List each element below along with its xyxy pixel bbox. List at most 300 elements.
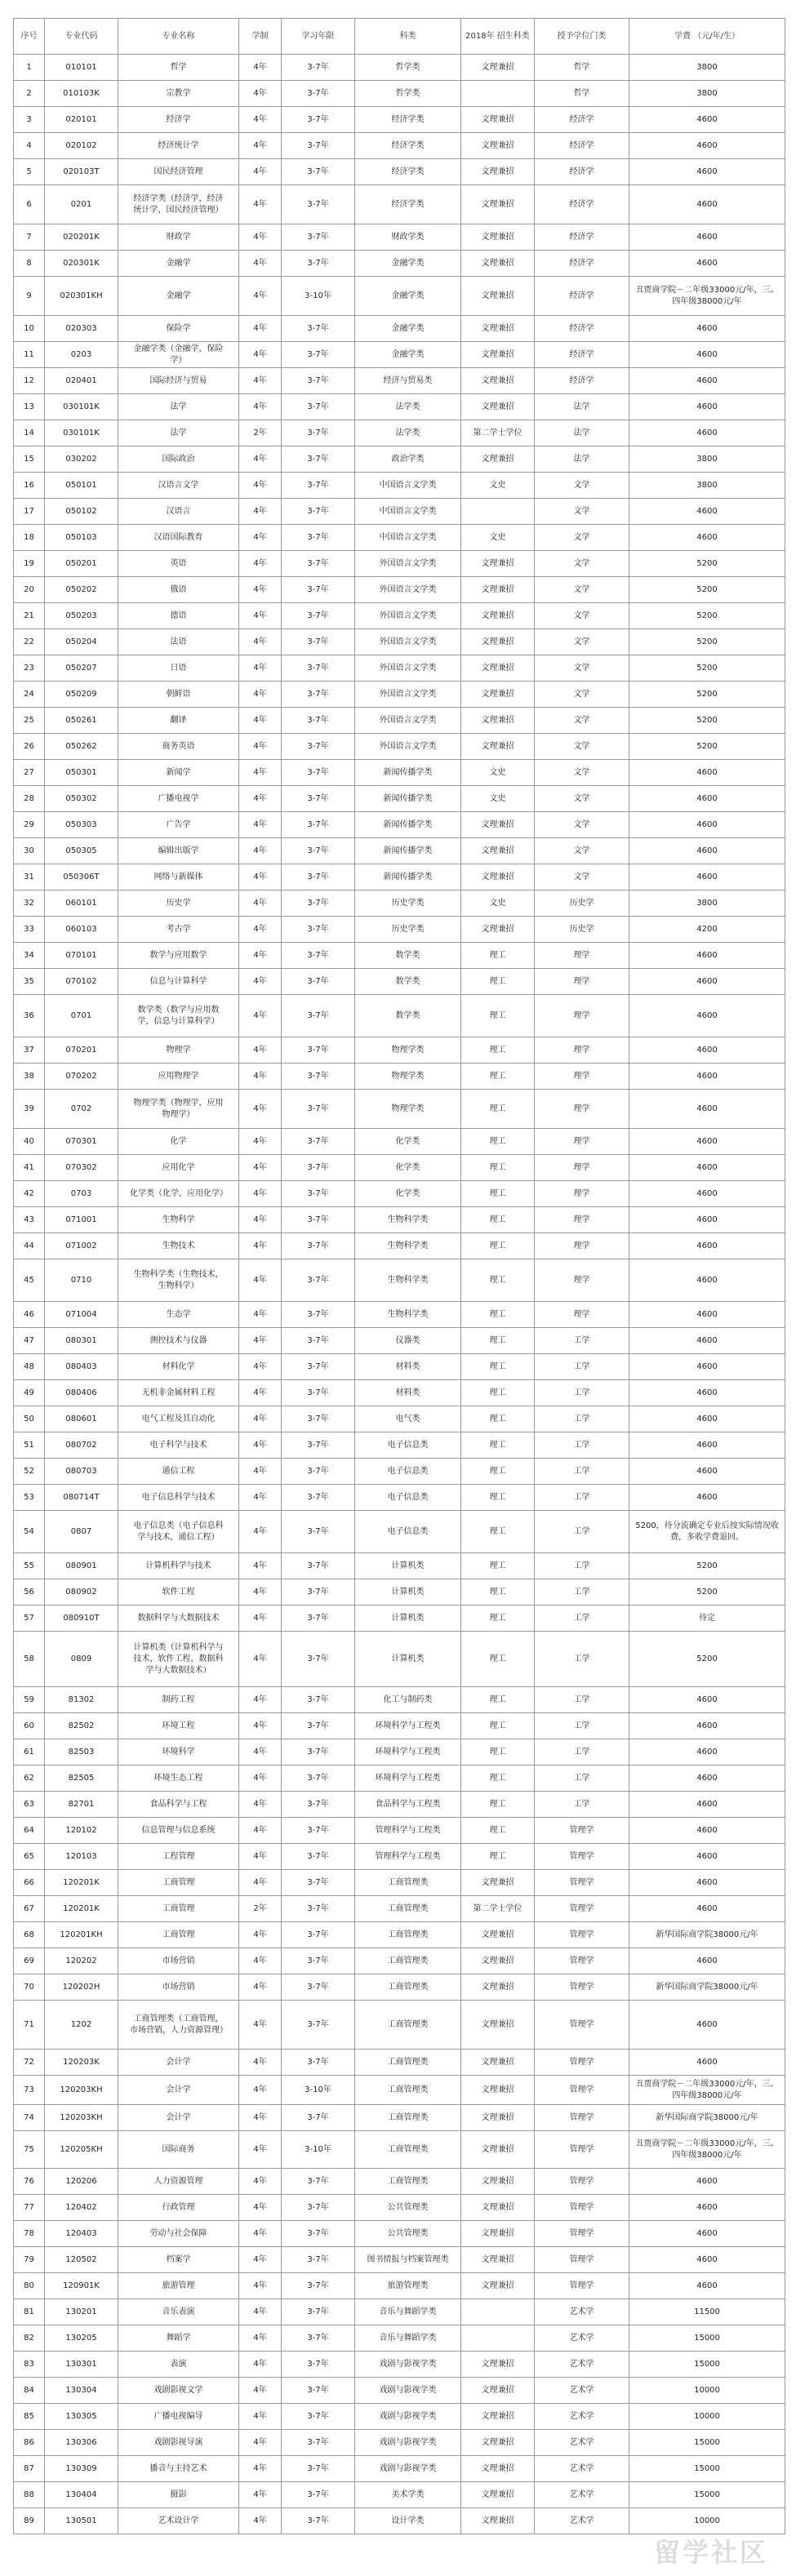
cell-name: 经济学 xyxy=(118,107,239,133)
cell-code: 120901K xyxy=(45,2273,118,2299)
cell-degree: 工学 xyxy=(535,1380,629,1406)
cell-enroll: 理工 xyxy=(461,969,535,995)
cell-seq: 14 xyxy=(14,420,45,446)
cell-code: 050262 xyxy=(45,734,118,760)
cell-fee: 5200 xyxy=(629,1579,785,1606)
table-row xyxy=(14,2105,785,2131)
cell-years: 4年 xyxy=(239,1259,282,1302)
cell-period: 3-7年 xyxy=(282,368,355,394)
cell-fee: 4600 xyxy=(629,1207,785,1233)
cell-seq: 87 xyxy=(14,2456,45,2482)
cell-name: 法学 xyxy=(118,420,239,446)
cell-years: 4年 xyxy=(239,2169,282,2195)
cell-period: 3-10年 xyxy=(282,277,355,316)
cell-years: 4年 xyxy=(239,446,282,473)
table-row xyxy=(14,251,785,277)
cell-years: 4年 xyxy=(239,2482,282,2508)
cell-fee: 15000 xyxy=(629,2482,785,2508)
table-row xyxy=(14,812,785,838)
cell-code: 020101 xyxy=(45,107,118,133)
cell-enroll: 理工 xyxy=(461,1632,535,1687)
cell-period: 3-7年 xyxy=(282,2352,355,2378)
cell-enroll: 理工 xyxy=(461,943,535,969)
cell-fee: 4600 xyxy=(629,2221,785,2247)
cell-period: 3-7年 xyxy=(282,1687,355,1713)
cell-code: 81302 xyxy=(45,1687,118,1713)
cell-years: 4年 xyxy=(239,2325,282,2352)
cell-fee: 5200 xyxy=(629,603,785,629)
cell-code: 130301 xyxy=(45,2352,118,2378)
cell-seq: 47 xyxy=(14,1328,45,1354)
table-row xyxy=(14,446,785,473)
cell-category: 图书情报与档案管理类 xyxy=(355,2247,461,2273)
cell-name: 哲学 xyxy=(118,55,239,81)
cell-period: 3-7年 xyxy=(282,1328,355,1354)
cell-code: 0703 xyxy=(45,1181,118,1207)
cell-period: 3-7年 xyxy=(282,890,355,917)
cell-category: 经济学类 xyxy=(355,133,461,159)
cell-fee: 4600 xyxy=(629,2169,785,2195)
cell-category: 工商管理类 xyxy=(355,2050,461,2076)
cell-seq: 85 xyxy=(14,2404,45,2430)
cell-name: 化学 xyxy=(118,1129,239,1155)
table-row xyxy=(14,734,785,760)
cell-period: 3-7年 xyxy=(282,159,355,185)
cell-seq: 55 xyxy=(14,1553,45,1579)
cell-code: 050303 xyxy=(45,812,118,838)
cell-name: 物理学 xyxy=(118,1037,239,1064)
cell-years: 4年 xyxy=(239,1579,282,1606)
cell-years: 4年 xyxy=(239,838,282,864)
cell-fee: 4600 xyxy=(629,1844,785,1870)
table-row xyxy=(14,682,785,708)
table-row xyxy=(14,1687,785,1713)
cell-period: 3-7年 xyxy=(282,1459,355,1485)
cell-name: 数学与应用数学 xyxy=(118,943,239,969)
cell-years: 4年 xyxy=(239,2050,282,2076)
cell-period: 3-7年 xyxy=(282,864,355,890)
table-row xyxy=(14,1818,785,1844)
table-row xyxy=(14,1896,785,1922)
cell-fee: 4600 xyxy=(629,812,785,838)
cell-years: 4年 xyxy=(239,1328,282,1354)
cell-code: 130201 xyxy=(45,2299,118,2325)
cell-enroll: 理工 xyxy=(461,1485,535,1511)
cell-degree: 工学 xyxy=(535,1765,629,1792)
cell-name: 戏剧影视导演 xyxy=(118,2430,239,2456)
cell-category: 外国语言文学类 xyxy=(355,682,461,708)
cell-fee: 4600 xyxy=(629,316,785,342)
cell-years: 4年 xyxy=(239,277,282,316)
cell-code: 071001 xyxy=(45,1207,118,1233)
cell-seq: 48 xyxy=(14,1354,45,1380)
cell-period: 3-7年 xyxy=(282,2169,355,2195)
table-row xyxy=(14,917,785,943)
cell-years: 4年 xyxy=(239,499,282,525)
cell-enroll: 文理兼招 xyxy=(461,2221,535,2247)
cell-code: 070101 xyxy=(45,943,118,969)
cell-period: 3-7年 xyxy=(282,2378,355,2404)
cell-period: 3-7年 xyxy=(282,1233,355,1259)
cell-name: 生物技术 xyxy=(118,1233,239,1259)
cell-years: 4年 xyxy=(239,655,282,682)
cell-category: 工商管理类 xyxy=(355,1870,461,1896)
cell-period: 3-7年 xyxy=(282,81,355,107)
table-row xyxy=(14,2169,785,2195)
cell-category: 管理科学与工程类 xyxy=(355,1844,461,1870)
cell-fee: 4600 xyxy=(629,251,785,277)
cell-code: 080601 xyxy=(45,1406,118,1432)
table-row xyxy=(14,1632,785,1687)
cell-period: 3-7年 xyxy=(282,316,355,342)
cell-name: 保险学 xyxy=(118,316,239,342)
table-row xyxy=(14,943,785,969)
cell-seq: 33 xyxy=(14,917,45,943)
cell-name: 化学类（化学，应用化学） xyxy=(118,1181,239,1207)
cell-category: 新闻传播学类 xyxy=(355,760,461,786)
cell-seq: 73 xyxy=(14,2076,45,2105)
cell-code: 82502 xyxy=(45,1713,118,1739)
cell-period: 3-7年 xyxy=(282,224,355,251)
cell-name: 劳动与社会保障 xyxy=(118,2221,239,2247)
cell-enroll: 理工 xyxy=(461,1354,535,1380)
cell-enroll: 理工 xyxy=(461,1064,535,1090)
cell-name: 电气工程及其自动化 xyxy=(118,1406,239,1432)
cell-fee: 4600 xyxy=(629,864,785,890)
cell-name: 财政学 xyxy=(118,224,239,251)
cell-code: 080403 xyxy=(45,1354,118,1380)
cell-years: 4年 xyxy=(239,1511,282,1553)
cell-fee: 4600 xyxy=(629,1432,785,1459)
cell-fee: 3800 xyxy=(629,55,785,81)
cell-degree: 艺术学 xyxy=(535,2404,629,2430)
cell-period: 3-7年 xyxy=(282,1739,355,1765)
cell-enroll: 文理兼招 xyxy=(461,446,535,473)
cell-code: 050306T xyxy=(45,864,118,890)
cell-degree: 工学 xyxy=(535,1739,629,1765)
cell-fee: 丑贾商学院－二年级33000元/年，三、四年级38000元/年 xyxy=(629,2076,785,2105)
cell-enroll: 理工 xyxy=(461,1037,535,1064)
cell-code: 130309 xyxy=(45,2456,118,2482)
table-row xyxy=(14,2131,785,2169)
cell-years: 4年 xyxy=(239,1948,282,1974)
cell-enroll: 理工 xyxy=(461,1553,535,1579)
cell-fee: 4600 xyxy=(629,1354,785,1380)
cell-fee: 4600 xyxy=(629,760,785,786)
cell-seq: 31 xyxy=(14,864,45,890)
cell-years: 4年 xyxy=(239,603,282,629)
cell-fee: 5200 xyxy=(629,577,785,603)
cell-name: 音乐表演 xyxy=(118,2299,239,2325)
cell-name: 数据科学与大数据技术 xyxy=(118,1606,239,1632)
cell-years: 4年 xyxy=(239,2105,282,2131)
cell-category: 计算机类 xyxy=(355,1632,461,1687)
cell-fee: 4600 xyxy=(629,2247,785,2273)
cell-name: 物理学类（物理学，应用物理学） xyxy=(118,1090,239,1129)
cell-seq: 59 xyxy=(14,1687,45,1713)
cell-category: 工商管理类 xyxy=(355,1896,461,1922)
cell-years: 4年 xyxy=(239,1037,282,1064)
cell-degree: 文学 xyxy=(535,525,629,551)
cell-category: 工商管理类 xyxy=(355,1948,461,1974)
cell-period: 3-7年 xyxy=(282,1632,355,1687)
table-row xyxy=(14,1259,785,1302)
cell-category: 公共管理类 xyxy=(355,2221,461,2247)
header-name: 专业名称 xyxy=(118,19,239,55)
table-row xyxy=(14,1844,785,1870)
cell-name: 广告学 xyxy=(118,812,239,838)
cell-years: 4年 xyxy=(239,251,282,277)
cell-fee: 11500 xyxy=(629,2299,785,2325)
cell-seq: 79 xyxy=(14,2247,45,2273)
cell-name: 法语 xyxy=(118,629,239,655)
cell-seq: 49 xyxy=(14,1380,45,1406)
cell-fee: 15000 xyxy=(629,2352,785,2378)
cell-name: 英语 xyxy=(118,551,239,577)
cell-years: 4年 xyxy=(239,473,282,499)
table-row xyxy=(14,316,785,342)
cell-enroll: 文理兼招 xyxy=(461,1922,535,1948)
cell-code: 050202 xyxy=(45,577,118,603)
cell-code: 0203 xyxy=(45,342,118,368)
cell-category: 电子信息类 xyxy=(355,1432,461,1459)
cell-code: 82701 xyxy=(45,1792,118,1818)
table-row xyxy=(14,1354,785,1380)
cell-seq: 61 xyxy=(14,1739,45,1765)
cell-years: 4年 xyxy=(239,812,282,838)
table-row xyxy=(14,551,785,577)
cell-years: 4年 xyxy=(239,2131,282,2169)
cell-period: 3-7年 xyxy=(282,1485,355,1511)
cell-degree: 文学 xyxy=(535,812,629,838)
cell-enroll: 文理兼招 xyxy=(461,682,535,708)
header-degree: 授予学位门类 xyxy=(535,19,629,55)
cell-name: 商务英语 xyxy=(118,734,239,760)
cell-name: 工商管理 xyxy=(118,1922,239,1948)
cell-enroll: 文理兼招 xyxy=(461,224,535,251)
cell-category: 物理学类 xyxy=(355,1090,461,1129)
cell-years: 4年 xyxy=(239,2430,282,2456)
cell-fee: 4600 xyxy=(629,1233,785,1259)
cell-enroll: 文理兼招 xyxy=(461,251,535,277)
cell-enroll: 理工 xyxy=(461,1380,535,1406)
table-row xyxy=(14,1739,785,1765)
table-row xyxy=(14,1553,785,1579)
cell-degree: 艺术学 xyxy=(535,2352,629,2378)
cell-period: 3-7年 xyxy=(282,1922,355,1948)
cell-fee: 4600 xyxy=(629,943,785,969)
cell-enroll: 文理兼招 xyxy=(461,55,535,81)
cell-degree: 工学 xyxy=(535,1713,629,1739)
cell-fee: 4600 xyxy=(629,224,785,251)
cell-enroll: 文理兼招 xyxy=(461,708,535,734)
table-header-row xyxy=(14,19,785,55)
cell-code: 080406 xyxy=(45,1380,118,1406)
cell-category: 经济与贸易类 xyxy=(355,368,461,394)
cell-enroll: 文理兼招 xyxy=(461,2482,535,2508)
cell-code: 120202 xyxy=(45,1948,118,1974)
cell-code: 060101 xyxy=(45,890,118,917)
cell-fee: 3800 xyxy=(629,81,785,107)
cell-years: 4年 xyxy=(239,629,282,655)
cell-years: 4年 xyxy=(239,2404,282,2430)
cell-period: 3-7年 xyxy=(282,708,355,734)
cell-fee: 4600 xyxy=(629,133,785,159)
cell-fee: 4600 xyxy=(629,499,785,525)
cell-seq: 15 xyxy=(14,446,45,473)
cell-years: 4年 xyxy=(239,2352,282,2378)
cell-fee: 5200 xyxy=(629,708,785,734)
cell-category: 戏剧与影视学类 xyxy=(355,2378,461,2404)
cell-fee: 5200 xyxy=(629,629,785,655)
cell-period: 3-7年 xyxy=(282,1406,355,1432)
table-row xyxy=(14,2325,785,2352)
cell-period: 3-7年 xyxy=(282,1129,355,1155)
cell-fee: 4600 xyxy=(629,1765,785,1792)
cell-seq: 66 xyxy=(14,1870,45,1896)
cell-seq: 3 xyxy=(14,107,45,133)
cell-code: 010101 xyxy=(45,55,118,81)
table-row xyxy=(14,2050,785,2076)
cell-name: 汉语国际教育 xyxy=(118,525,239,551)
cell-seq: 28 xyxy=(14,786,45,812)
cell-code: 050305 xyxy=(45,838,118,864)
cell-degree: 经济学 xyxy=(535,159,629,185)
cell-degree: 艺术学 xyxy=(535,2299,629,2325)
cell-name: 食品科学与工程 xyxy=(118,1792,239,1818)
table-row xyxy=(14,655,785,682)
cell-code: 080702 xyxy=(45,1432,118,1459)
table-row xyxy=(14,2430,785,2456)
cell-degree: 管理学 xyxy=(535,2169,629,2195)
cell-fee: 15000 xyxy=(629,2430,785,2456)
cell-degree: 理学 xyxy=(535,1037,629,1064)
cell-fee: 4600 xyxy=(629,1459,785,1485)
cell-code: 080901 xyxy=(45,1553,118,1579)
cell-seq: 34 xyxy=(14,943,45,969)
cell-enroll: 文理兼招 xyxy=(461,2131,535,2169)
cell-years: 4年 xyxy=(239,577,282,603)
cell-years: 4年 xyxy=(239,2378,282,2404)
cell-period: 3-7年 xyxy=(282,185,355,224)
cell-name: 广播电视编导 xyxy=(118,2404,239,2430)
cell-name: 行政管理 xyxy=(118,2195,239,2221)
cell-degree: 工学 xyxy=(535,1553,629,1579)
cell-category: 化学类 xyxy=(355,1181,461,1207)
cell-enroll: 文理兼招 xyxy=(461,655,535,682)
table-row xyxy=(14,838,785,864)
cell-period: 3-7年 xyxy=(282,734,355,760)
cell-period: 3-7年 xyxy=(282,969,355,995)
cell-degree: 理学 xyxy=(535,1207,629,1233)
cell-category: 电子信息类 xyxy=(355,1485,461,1511)
cell-seq: 39 xyxy=(14,1090,45,1129)
cell-category: 旅游管理类 xyxy=(355,2273,461,2299)
cell-name: 生物科学类（生物技术，生物科学） xyxy=(118,1259,239,1302)
cell-code: 120102 xyxy=(45,1818,118,1844)
cell-code: 070302 xyxy=(45,1155,118,1181)
cell-category: 设计学类 xyxy=(355,2508,461,2534)
cell-name: 电子科学与技术 xyxy=(118,1432,239,1459)
cell-fee: 15000 xyxy=(629,2456,785,2482)
cell-name: 法学 xyxy=(118,394,239,420)
cell-code: 030101K xyxy=(45,420,118,446)
cell-period: 3-7年 xyxy=(282,1713,355,1739)
cell-seq: 89 xyxy=(14,2508,45,2534)
cell-enroll: 文理兼招 xyxy=(461,185,535,224)
cell-seq: 60 xyxy=(14,1713,45,1739)
cell-enroll: 文理兼招 xyxy=(461,2195,535,2221)
cell-category: 环境科学与工程类 xyxy=(355,1713,461,1739)
cell-name: 通信工程 xyxy=(118,1459,239,1485)
cell-years: 4年 xyxy=(239,525,282,551)
header-category: 科类 xyxy=(355,19,461,55)
cell-period: 3-7年 xyxy=(282,420,355,446)
cell-period: 3-7年 xyxy=(282,2430,355,2456)
cell-degree: 哲学 xyxy=(535,55,629,81)
cell-name: 历史学 xyxy=(118,890,239,917)
cell-degree: 经济学 xyxy=(535,316,629,342)
header-fee: 学费 （元/年/生） xyxy=(629,19,785,55)
cell-name: 生物科学 xyxy=(118,1207,239,1233)
cell-seq: 24 xyxy=(14,682,45,708)
cell-seq: 54 xyxy=(14,1511,45,1553)
cell-degree: 经济学 xyxy=(535,224,629,251)
cell-fee: 4600 xyxy=(629,2001,785,2050)
cell-degree: 理学 xyxy=(535,1302,629,1328)
cell-category: 哲学类 xyxy=(355,55,461,81)
cell-years: 4年 xyxy=(239,864,282,890)
cell-fee: 4600 xyxy=(629,1792,785,1818)
cell-period: 3-7年 xyxy=(282,629,355,655)
cell-enroll: 文理兼招 xyxy=(461,864,535,890)
cell-enroll: 理工 xyxy=(461,1328,535,1354)
cell-years: 4年 xyxy=(239,1354,282,1380)
cell-category: 仪器类 xyxy=(355,1328,461,1354)
cell-fee: 4600 xyxy=(629,1155,785,1181)
cell-fee: 4600 xyxy=(629,1129,785,1155)
cell-code: 120203KH xyxy=(45,2076,118,2105)
cell-years: 4年 xyxy=(239,2076,282,2105)
cell-category: 食品科学与工程类 xyxy=(355,1792,461,1818)
cell-enroll xyxy=(461,2325,535,2352)
table-row xyxy=(14,1765,785,1792)
cell-fee: 4600 xyxy=(629,342,785,368)
cell-enroll: 文理兼招 xyxy=(461,2169,535,2195)
cell-code: 130501 xyxy=(45,2508,118,2534)
cell-degree: 理学 xyxy=(535,1181,629,1207)
cell-years: 4年 xyxy=(239,2195,282,2221)
cell-name: 信息管理与信息系统 xyxy=(118,1818,239,1844)
cell-enroll: 文理兼招 xyxy=(461,603,535,629)
cell-category: 金融学类 xyxy=(355,251,461,277)
table-row xyxy=(14,1090,785,1129)
table-row xyxy=(14,1485,785,1511)
cell-years: 4年 xyxy=(239,55,282,81)
cell-fee: 15000 xyxy=(629,2325,785,2352)
cell-years: 4年 xyxy=(239,1302,282,1328)
cell-degree: 理学 xyxy=(535,969,629,995)
cell-period: 3-7年 xyxy=(282,1844,355,1870)
header-enroll: 2018年 招生科类 xyxy=(461,19,535,55)
cell-code: 070202 xyxy=(45,1064,118,1090)
cell-code: 070301 xyxy=(45,1129,118,1155)
cell-period: 3-7年 xyxy=(282,1354,355,1380)
cell-fee: 10000 xyxy=(629,2508,785,2534)
cell-enroll: 文史 xyxy=(461,786,535,812)
cell-seq: 81 xyxy=(14,2299,45,2325)
cell-degree: 文学 xyxy=(535,655,629,682)
